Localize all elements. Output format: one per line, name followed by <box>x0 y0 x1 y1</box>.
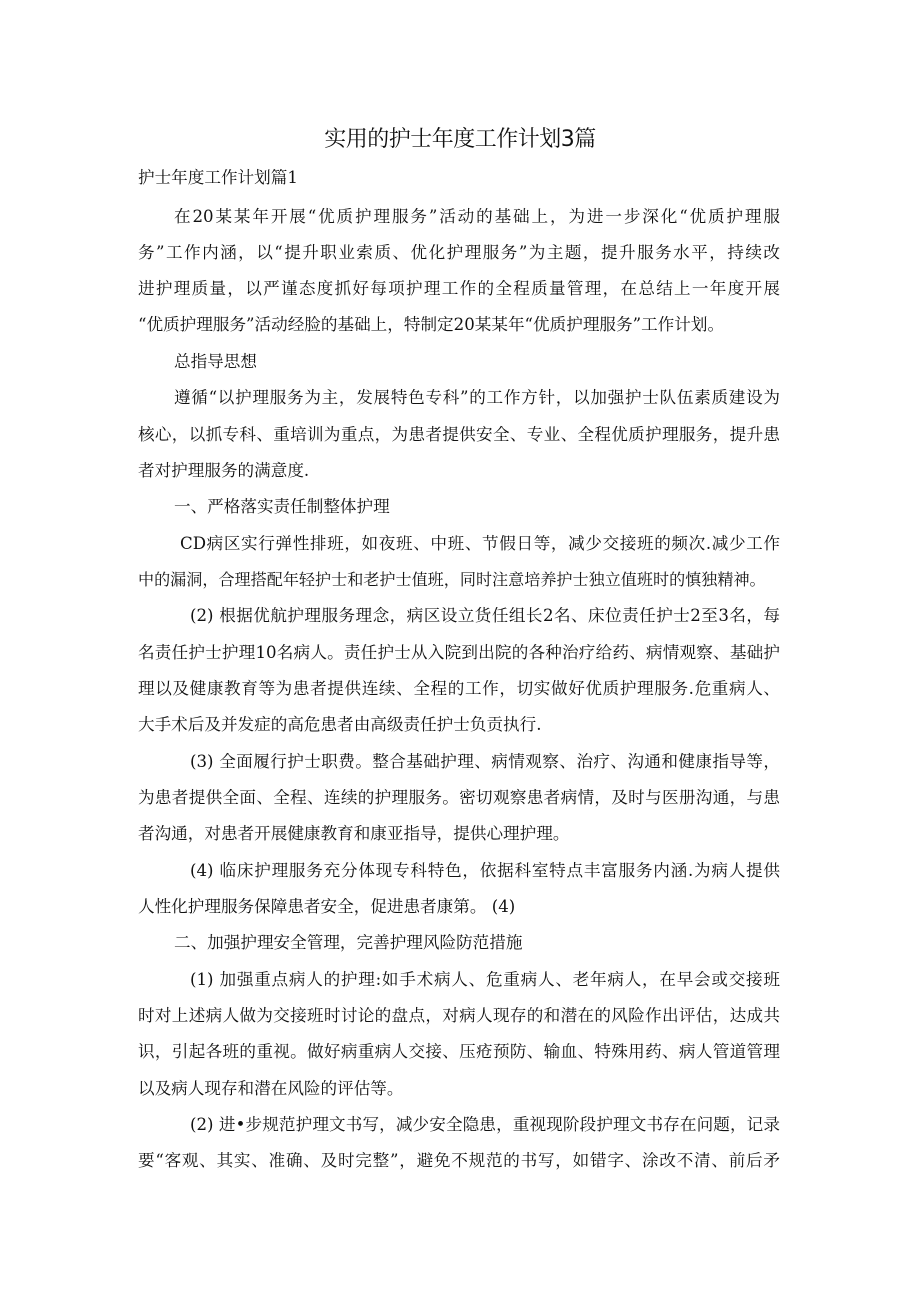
paragraph-line: 进护理质量，以严谨态度抓好每项护理工作的全程质量管理，在总结上一年度开展 <box>138 279 780 298</box>
paragraph-line: CD病区实行弹性排班，如夜班、中班、节假日等，减少交接班的频次.减少工作 <box>180 534 780 553</box>
paragraph-line: 中的漏洞，合理搭配年轻护士和老护士值班，同时注意培养护士独立值班时的慎独精神。 <box>138 570 766 589</box>
paragraph-line: 为患者提供全面、全程、连续的护理服务。密切观察患者病情，及时与医册沟通，与患 <box>138 788 780 807</box>
paragraph-line: 在20某某年开展“优质护理服务”活动的基础上，为进一步深化“优质护理服 <box>174 207 780 226</box>
paragraph-line: 大手术后及并发症的高危患者由高级责任护士负贡执行. <box>138 715 542 734</box>
paragraph-line: “优质护理服务”活动经脸的基础上，特制定20某某年“优质护理服务”工作计划。 <box>138 315 725 334</box>
paragraph-line: (2) 进•步规范护理文书写，减少安全隐患，重视现阶段护理文书存在问题，记录 <box>190 1115 780 1134</box>
paragraph-line: (4) 临床护理服务充分体现专科特色，依据科室特点丰富服务内涵.为病人提供 <box>190 861 780 880</box>
heading-guiding-thought: 总指导思想 <box>174 352 257 371</box>
paragraph-line: 理以及健康教育等为患者提供连续、全程的工作，切实做好优质护理服务.危重病人、 <box>138 679 780 698</box>
paragraph-line: (2) 根据优航护理服务理念，病区设立货任组长2名、床位责任护士2至3名，每 <box>190 606 780 625</box>
paragraph-line: 遵循“以护理服务为主，发展特色专科”的工作方针，以加强护士队伍素质建设为 <box>174 388 780 407</box>
heading-section-1: 一、严格落实责任制整体护理 <box>174 497 390 516</box>
paragraph-line: (1) 加强重点病人的护理:如手术病人、危重病人、老年病人，在早会或交接班 <box>190 970 780 989</box>
paragraph-line: 者沟通，对患者开展健康教育和康亚指导，提供心理护理。 <box>138 824 570 843</box>
paragraph-line: 要“客观、其实、准确、及时完整”，避免不规范的书写，如错字、涂改不清、前后矛 <box>138 1151 780 1170</box>
paragraph-line: 者对护理服务的满意度. <box>138 461 310 480</box>
paragraph-line: 务”工作内涵，以“提升职业索质、优化护理服务”为主题，提升服务水平，持续改 <box>138 243 780 262</box>
paragraph-line: 核心，以抓专科、重培训为重点，为患者提供安全、专业、全程优质护理服务，提升患 <box>138 425 780 444</box>
paragraph-line: 以及病人现存和潜在风险的评估等。 <box>138 1079 404 1098</box>
paragraph-line: 人性化护理服务保障患者安全，促进患者康第。 (4) <box>138 897 516 916</box>
paragraph-line: 名责任护士护理10名病人。责任护士从入院到出院的各种治疗给药、病情观察、基础护 <box>138 643 780 662</box>
paragraph-line: 时对上述病人做为交接班时讨论的盘点，对病人现存的和潜在的风险作出评估，达成共 <box>138 1006 780 1025</box>
document-title: 实用的护士年度工作计划3篇 <box>324 127 596 152</box>
paragraph-line: 识，引起各班的重视。做好病重病人交接、压疮预防、输血、特殊用药、病人管道管理 <box>138 1042 780 1061</box>
paragraph-line: (3) 全面履行护士职费。整合基础护理、病情观察、治疗、沟通和健康指导等， <box>190 752 780 771</box>
heading-section-2: 二、加强护理安全管理，完善护理风险防范措施 <box>174 933 523 952</box>
section-subtitle: 护士年度工作计划篇1 <box>138 168 298 187</box>
